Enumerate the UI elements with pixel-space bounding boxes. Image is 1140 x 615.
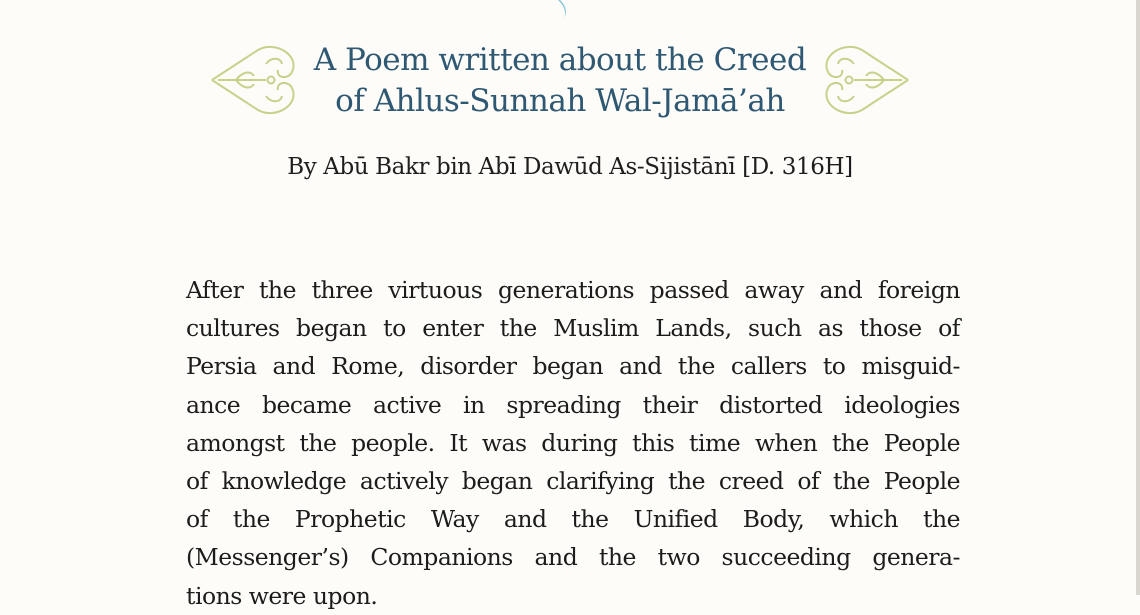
paragraph-line: tions were upon. [186,581,378,610]
page-edge [1136,0,1140,595]
teal-flourish-icon [546,0,576,26]
page-title [295,40,825,122]
paragraph-line: of the Prophetic Way and the Unified Body, which the [186,505,960,534]
paragraph-line: Persia and Rome, disorder began and the callers to misguid- [186,352,960,381]
paragraph-line: (Messenger’s) Companions and the two succeeding genera- [186,543,960,572]
author-byline: By Abū Bakr bin Abī Dawūd As-Sijistānī [D. 316H] [287,154,853,180]
paragraph-line: cultures began to enter the Muslim Lands, such as those of [186,314,960,343]
paragraph-line: amongst the people. It was during this time when the People [186,428,960,457]
floral-ornament-icon [816,42,912,118]
floral-ornament-icon [208,42,304,118]
paragraph-line: After the three virtuous generations passed away and foreign [186,276,960,304]
title-line-2: of Ahlus-Sunnah Wal-Jamā’ah [335,83,785,119]
paragraph-line: ance became active in spreading their distorted ideologies [186,390,960,419]
title-line-1: A Poem written about the Creed [313,42,807,78]
paragraph-line: of knowledge actively began clarifying the creed of the People [186,467,960,496]
title-block [200,38,920,138]
body-paragraph [186,271,960,615]
